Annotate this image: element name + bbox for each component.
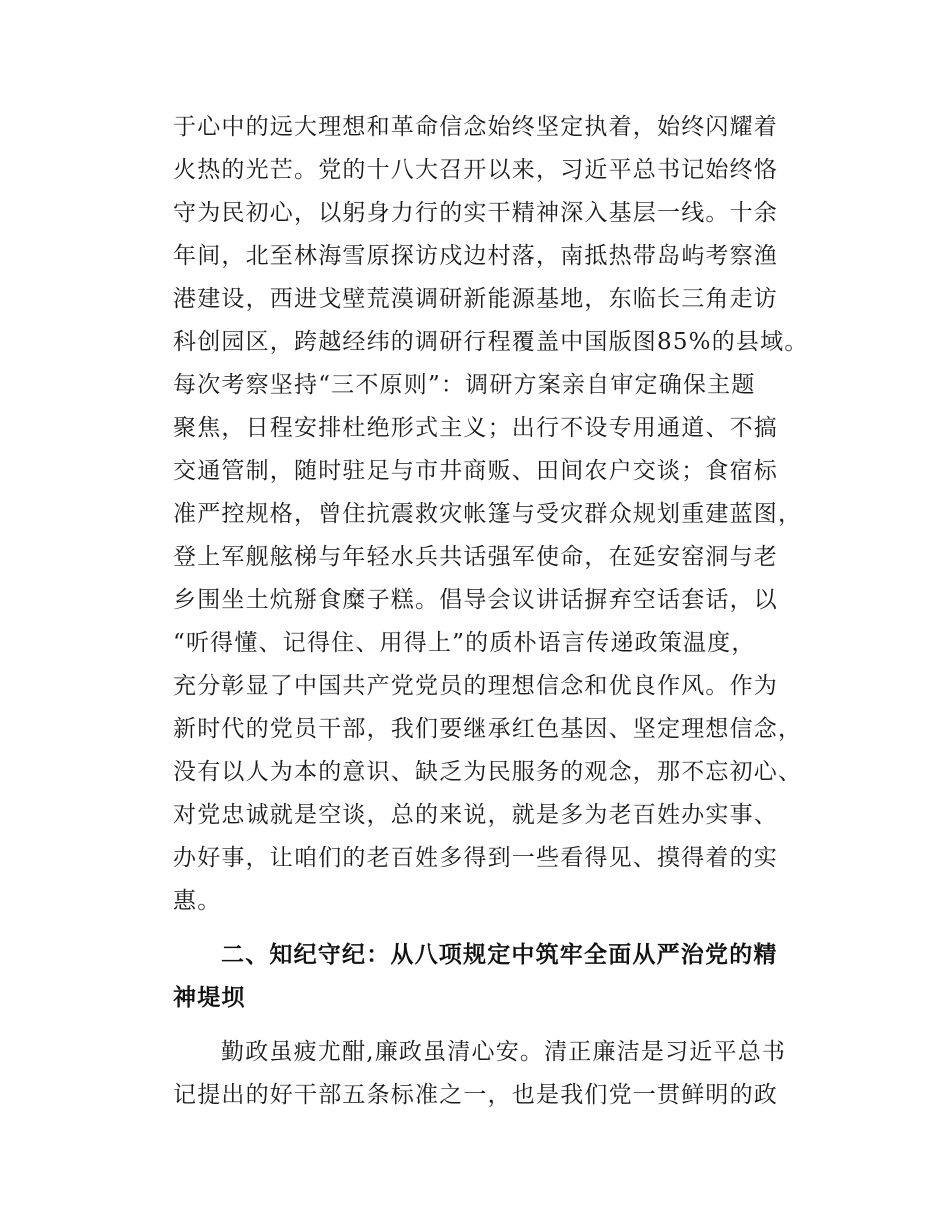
paragraph-line: 于心中的远大理想和革命信念始终坚定执着，始终闪耀着 — [173, 114, 778, 140]
paragraph-line: 充分彰显了中国共产党党员的理想信念和优良作风。作为 — [173, 673, 778, 699]
section-heading-line: 神堤坝 — [173, 985, 246, 1011]
paragraph-line: 聚焦，日程安排杜绝形式主义；出行不设专用通道、不搞 — [173, 415, 778, 441]
paragraph-line: 交通管制，随时驻足与市井商贩、田间农户交谈；食宿标 — [173, 458, 778, 484]
paragraph-line: 记提出的好干部五条标准之一，也是我们党一贯鲜明的政 — [173, 1082, 778, 1108]
paragraph-line: 年间，北至林海雪原探访戍边村落，南抵热带岛屿考察渔 — [173, 243, 778, 269]
section-heading-line: 二、知纪守纪：从八项规定中筑牢全面从严治党的精 — [221, 942, 778, 968]
paragraph-line: 每次考察坚持“三不原则”：调研方案亲自审定确保主题 — [173, 372, 756, 398]
paragraph-line: 准严控规格，曾住抗震救灾帐篷与受灾群众规划重建蓝图， — [173, 501, 803, 527]
paragraph-line: 惠。 — [173, 888, 222, 914]
paragraph-line: 科创园区，跨越经纬的调研行程覆盖中国版图85%的县域。 — [173, 329, 809, 355]
paragraph-line: 没有以人为本的意识、缺乏为民服务的观念，那不忘初心、 — [173, 759, 803, 785]
paragraph-line: 火热的光芒。党的十八大召开以来，习近平总书记始终恪 — [173, 157, 778, 183]
paragraph-line: 登上军舰舷梯与年轻水兵共话强军使命，在延安窑洞与老 — [173, 544, 778, 570]
paragraph-line: 对党忠诚就是空谈，总的来说，就是多为老百姓办实事、 — [173, 802, 778, 828]
paragraph-line: 乡围坐土炕掰食糜子糕。倡导会议讲话摒弃空话套话，以 — [173, 587, 778, 613]
paragraph-line: 守为民初心，以躬身力行的实干精神深入基层一线。十余 — [173, 200, 778, 226]
paragraph-line: 新时代的党员干部，我们要继承红色基因、坚定理想信念， — [173, 716, 803, 742]
paragraph-line: 办好事，让咱们的老百姓多得到一些看得见、摸得着的实 — [173, 845, 778, 871]
paragraph-line: “听得懂、记得住、用得上”的质朴语言传递政策温度， — [173, 630, 756, 656]
paragraph-line: 港建设，西进戈壁荒漠调研新能源基地，东临长三角走访 — [173, 286, 778, 312]
paragraph-line: 勤政虽疲尤酣,廉政虽清心安。清正廉洁是习近平总书 — [221, 1039, 787, 1065]
